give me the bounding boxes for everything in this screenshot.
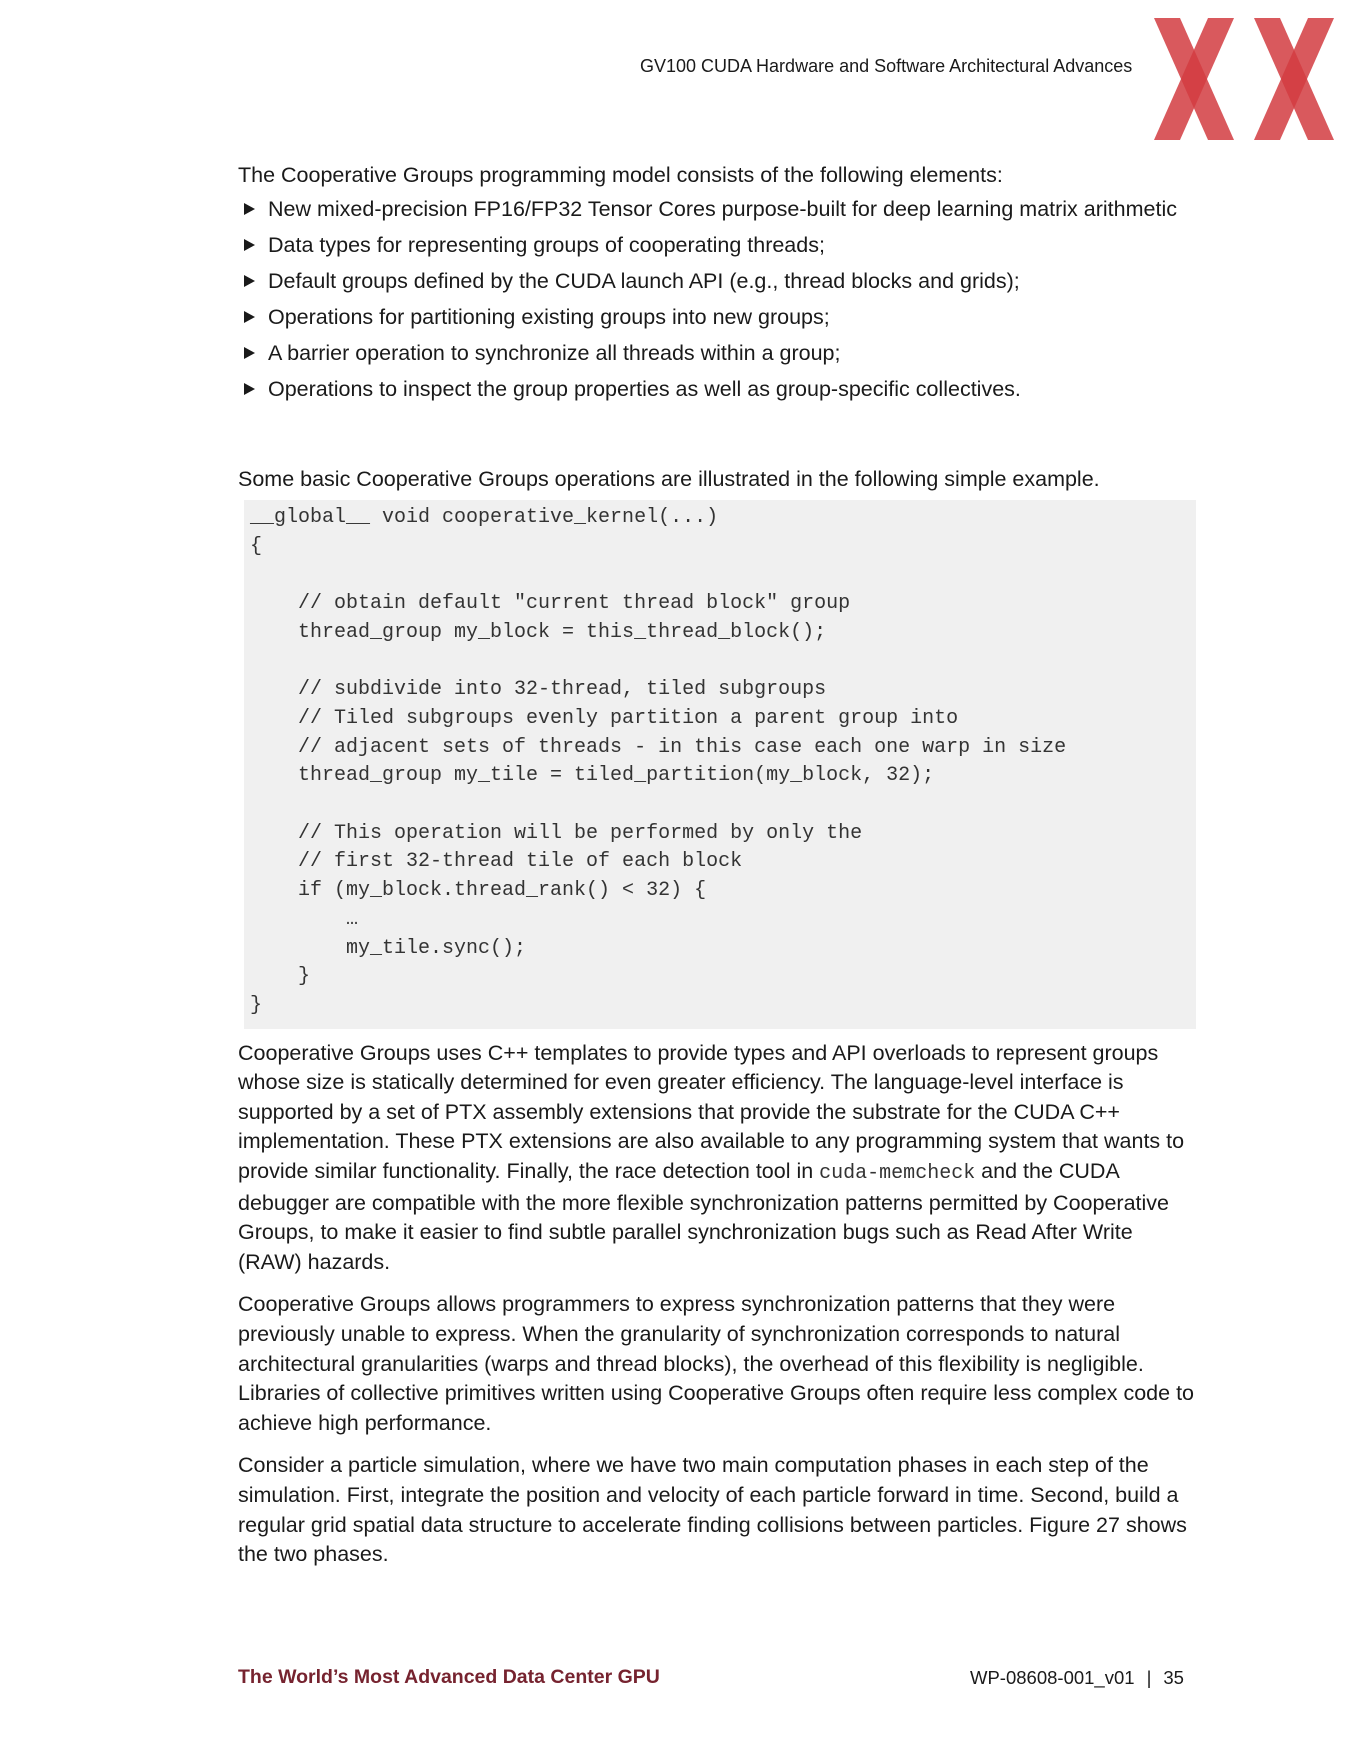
code-line: // obtain default "current thread block" group (250, 592, 851, 616)
list-item: Data types for representing groups of cooperating threads; (238, 230, 1198, 260)
code-line: // first 32-thread tile of each block (250, 850, 743, 874)
elements-list (238, 194, 1198, 404)
code-line: // subdivide into 32-thread, tiled subgroups (250, 678, 827, 702)
bullet-triangle-icon (244, 347, 255, 359)
code-line: … (250, 907, 359, 931)
code-line: if (my_block.thread_rank() < 32) { (250, 879, 707, 903)
xx-logo-icon (1154, 18, 1334, 140)
code-line: { (250, 534, 263, 558)
body-paragraph-particle-simulation: Consider a particle simulation, where we have two main computation phases in each step of the simulation. First, integrate the position and velocity of each particle forward in time. Second, build a regular grid spatial data structure to accelerate finding collisions between particles. Figure 27 shows the two phases. (238, 1453, 1187, 1567)
page-number: 35 (1163, 1667, 1184, 1688)
code-line: // Tiled subgroups evenly partition a parent group into (250, 706, 959, 730)
bullet-triangle-icon (244, 383, 255, 395)
list-item: Operations to inspect the group properties as well as group-specific collectives. (238, 374, 1198, 404)
code-line: thread_group my_tile = tiled_partition(my_block, 32); (250, 764, 935, 788)
footer-doc-info (970, 1667, 1184, 1689)
code-line (250, 648, 1196, 677)
inline-code: cuda-memcheck (819, 1161, 976, 1185)
list-item: Default groups defined by the CUDA launch API (e.g., thread blocks and grids); (238, 266, 1198, 296)
code-line: } (250, 965, 311, 989)
page-content (238, 160, 1198, 1583)
code-line (250, 561, 1196, 590)
code-line: my_tile.sync(); (250, 936, 527, 960)
footer-separator: | (1146, 1667, 1152, 1688)
bullet-triangle-icon (244, 311, 255, 323)
list-item: A barrier operation to synchronize all threads within a group; (238, 338, 1198, 368)
code-line: } (250, 993, 263, 1017)
bullet-triangle-icon (244, 239, 255, 251)
code-line: // adjacent sets of threads - in this case each one warp in size (250, 735, 1067, 759)
body-paragraph-sync-patterns: Cooperative Groups allows programmers to express synchronization patterns that they were previously unable to express. When the granularity of synchronization corresponds to natural architectural granularities (warps and thread blocks), the overhead of this flexibility is negligible. Libraries of collective primitives written using Cooperative Groups often require less complex code to achieve high performance. (238, 1292, 1194, 1435)
footer-tagline: The World’s Most Advanced Data Center GPU (238, 1666, 660, 1688)
body-paragraph-templates: Cooperative Groups uses C++ templates to provide types and API overloads to represent groups whose size is statically determined for even greater efficiency. The language-level interface is supported by a set of PTX assembly extensions that provide the substrate for the CUDA C++ implementation. These PTX extensions are also available to any programming system that wants to provide similar functionality. Finally, the race detection tool in cuda-memcheck and the CUDA debugger are compatible with the more flexible synchronization patterns permitted by Cooperative Groups, to make it easier to find subtle parallel synchronization bugs such as Read After Write (RAW) hazards. (238, 1040, 1185, 1274)
code-line: __global__ void cooperative_kernel(...) (250, 506, 719, 529)
footer-doc-id: WP-08608-001_v01 (970, 1667, 1135, 1688)
list-item: New mixed-precision FP16/FP32 Tensor Cores purpose-built for deep learning matrix arithmetic (238, 194, 1198, 224)
example-intro-text: Some basic Cooperative Groups operations are illustrated in the following simple example. (238, 467, 1100, 491)
code-line: thread_group my_block = this_thread_block(); (250, 620, 827, 644)
code-example (244, 500, 1196, 1029)
page-header-title: GV100 CUDA Hardware and Software Architectural Advances (640, 56, 1133, 76)
code-line (250, 791, 1196, 820)
bullet-triangle-icon (244, 203, 255, 215)
code-line: // This operation will be performed by only the (250, 821, 863, 845)
list-item: Operations for partitioning existing groups into new groups; (238, 302, 1198, 332)
bullet-triangle-icon (244, 275, 255, 287)
intro-text: The Cooperative Groups programming model consists of the following elements: (238, 163, 1003, 187)
